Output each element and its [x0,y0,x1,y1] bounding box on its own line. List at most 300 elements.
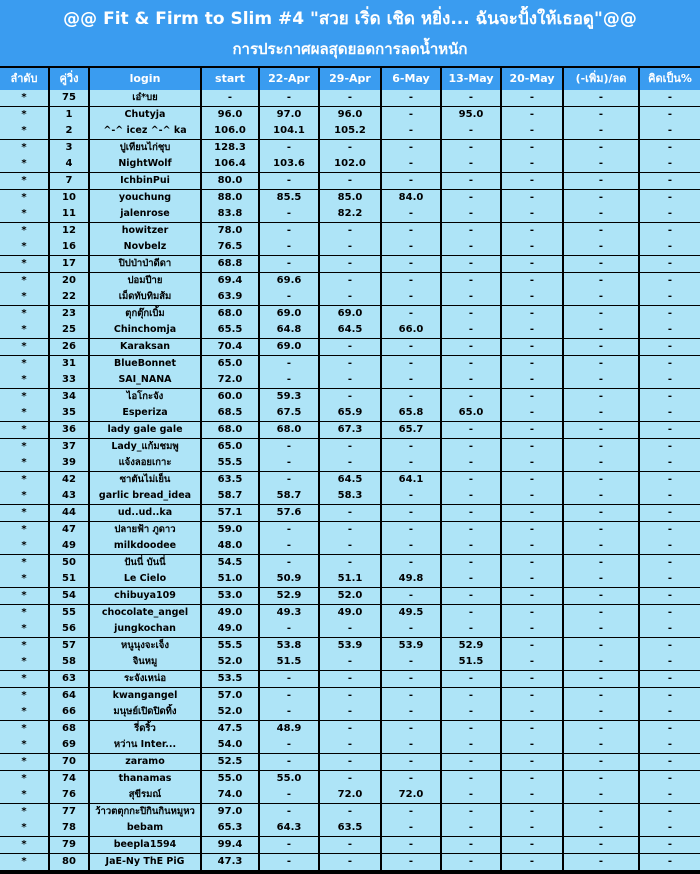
table-row [0,173,700,189]
login-cell: มนุษย์เปิดปิดทิ้ง [90,704,200,720]
week-20may-cell: - [502,571,562,587]
week-13may-cell: - [442,239,500,255]
table-row [0,787,700,803]
login-cell: Karaksan [90,339,200,355]
rank-cell: * [0,820,48,836]
week-22apr-cell: - [260,173,318,189]
start-weight-cell: 49.0 [202,605,258,621]
login-cell: แจ้งลอยเกาะ [90,455,200,471]
week-29apr-cell: 63.5 [320,820,380,836]
rank-cell: * [0,571,48,587]
week-20may-cell: - [502,654,562,670]
start-weight-cell: 55.5 [202,638,258,654]
login-cell: ซาตันไม่เย็น [90,472,200,488]
percent-cell: - [640,156,700,172]
start-weight-cell: 128.3 [202,140,258,156]
week-20may-cell: - [502,820,562,836]
pair-number-cell: 69 [50,737,88,753]
week-6may-cell: 65.8 [382,405,440,421]
header-percent: คิดเป็น% [640,68,700,90]
login-cell: Le Cielo [90,571,200,587]
pair-number-cell: 64 [50,688,88,704]
week-29apr-cell: - [320,256,380,272]
rank-cell: * [0,472,48,488]
week-29apr-cell: - [320,273,380,289]
change-cell: - [564,721,638,737]
week-13may-cell: - [442,322,500,338]
percent-cell: - [640,522,700,538]
title-banner [0,0,700,66]
week-29apr-cell: - [320,671,380,687]
change-cell: - [564,90,638,106]
week-22apr-cell: - [260,356,318,372]
week-6may-cell: - [382,439,440,455]
percent-cell: - [640,405,700,421]
week-22apr-cell: 67.5 [260,405,318,421]
week-6may-cell: 49.8 [382,571,440,587]
change-cell: - [564,688,638,704]
week-29apr-cell: - [320,837,380,853]
week-20may-cell: - [502,837,562,853]
week-22apr-cell: - [260,854,318,870]
week-13may-cell: - [442,671,500,687]
header-start: start [202,68,260,90]
start-weight-cell: 65.0 [202,439,258,455]
change-cell: - [564,522,638,538]
percent-cell: - [640,820,700,836]
table-row [0,455,700,471]
start-weight-cell: 80.0 [202,173,258,189]
start-weight-cell: 59.0 [202,522,258,538]
change-cell: - [564,854,638,870]
week-20may-cell: - [502,123,562,139]
week-29apr-cell: 58.3 [320,488,380,504]
login-cell: howitzer [90,223,200,239]
week-13may-cell: 52.9 [442,638,500,654]
table-row [0,654,700,670]
change-cell: - [564,273,638,289]
week-29apr-cell: - [320,505,380,521]
rank-cell: * [0,605,48,621]
login-cell: jalenrose [90,206,200,222]
week-22apr-cell: - [260,671,318,687]
week-6may-cell: - [382,488,440,504]
header-rank: ลำดับ [0,68,50,90]
table-row [0,804,700,820]
week-6may-cell: 72.0 [382,787,440,803]
login-cell: bebam [90,820,200,836]
percent-cell: - [640,140,700,156]
week-20may-cell: - [502,356,562,372]
rank-cell: * [0,422,48,438]
pair-number-cell: 47 [50,522,88,538]
rank-cell: * [0,339,48,355]
week-22apr-cell: - [260,140,318,156]
login-cell: ปลายฟ้า ภูดาว [90,522,200,538]
week-22apr-cell: - [260,439,318,455]
rank-cell: * [0,505,48,521]
table-row [0,405,700,421]
pair-number-cell: 70 [50,754,88,770]
start-weight-cell: 106.4 [202,156,258,172]
start-weight-cell: 52.0 [202,654,258,670]
week-13may-cell: - [442,289,500,305]
change-cell: - [564,123,638,139]
table-row [0,356,700,372]
week-22apr-cell: - [260,837,318,853]
week-20may-cell: - [502,173,562,189]
pair-number-cell: 50 [50,555,88,571]
week-6may-cell: - [382,754,440,770]
week-6may-cell: - [382,206,440,222]
start-weight-cell: 83.8 [202,206,258,222]
table-row [0,190,700,206]
percent-cell: - [640,306,700,322]
rank-cell: * [0,522,48,538]
percent-cell: - [640,787,700,803]
table-row [0,488,700,504]
login-cell: thanamas [90,771,200,787]
week-13may-cell: - [442,372,500,388]
week-6may-cell: - [382,505,440,521]
week-6may-cell: - [382,289,440,305]
rank-cell: * [0,273,48,289]
start-weight-cell: 68.5 [202,405,258,421]
change-cell: - [564,787,638,803]
login-cell: ว้าวตตุกกะปิกินกินหมูหว [90,804,200,820]
rank-cell: * [0,306,48,322]
table-row [0,223,700,239]
change-cell: - [564,322,638,338]
week-20may-cell: - [502,505,562,521]
change-cell: - [564,621,638,637]
week-20may-cell: - [502,787,562,803]
table-row [0,107,700,123]
pair-number-cell: 44 [50,505,88,521]
week-22apr-cell: - [260,522,318,538]
percent-cell: - [640,704,700,720]
change-cell: - [564,306,638,322]
pair-number-cell: 75 [50,90,88,106]
week-29apr-cell: 85.0 [320,190,380,206]
week-13may-cell: - [442,571,500,587]
week-6may-cell: 64.1 [382,472,440,488]
table-row [0,605,700,621]
week-22apr-cell: 57.6 [260,505,318,521]
start-weight-cell: 49.0 [202,621,258,637]
login-cell: IchbinPui [90,173,200,189]
week-29apr-cell: - [320,389,380,405]
pair-number-cell: 79 [50,837,88,853]
week-22apr-cell: 64.3 [260,820,318,836]
week-20may-cell: - [502,688,562,704]
week-6may-cell: - [382,538,440,554]
start-weight-cell: 63.9 [202,289,258,305]
header-6may: 6-May [382,68,442,90]
percent-cell: - [640,638,700,654]
table-row [0,273,700,289]
rank-cell: * [0,123,48,139]
table-row [0,721,700,737]
week-22apr-cell: 103.6 [260,156,318,172]
login-cell: ไอโกะจัง [90,389,200,405]
percent-cell: - [640,123,700,139]
rank-cell: * [0,107,48,123]
week-29apr-cell: - [320,621,380,637]
week-6may-cell: - [382,306,440,322]
week-29apr-cell: - [320,289,380,305]
pair-number-cell: 51 [50,571,88,587]
pair-number-cell: 7 [50,173,88,189]
pair-number-cell: 42 [50,472,88,488]
rank-cell: * [0,721,48,737]
week-6may-cell: - [382,737,440,753]
login-cell: ^-^ icez ^-^ ka [90,123,200,139]
rank-cell: * [0,256,48,272]
week-13may-cell: - [442,704,500,720]
table-row [0,837,700,853]
login-cell: Esperiza [90,405,200,421]
start-weight-cell: 58.7 [202,488,258,504]
change-cell: - [564,654,638,670]
week-13may-cell: - [442,787,500,803]
week-20may-cell: - [502,638,562,654]
change-cell: - [564,472,638,488]
percent-cell: - [640,339,700,355]
week-20may-cell: - [502,306,562,322]
header-13may: 13-May [442,68,502,90]
pair-number-cell: 57 [50,638,88,654]
login-cell: รี่ดริ้ว [90,721,200,737]
percent-cell: - [640,854,700,870]
week-29apr-cell: 72.0 [320,787,380,803]
table-row [0,306,700,322]
week-22apr-cell: 55.0 [260,771,318,787]
week-13may-cell: - [442,273,500,289]
percent-cell: - [640,439,700,455]
rank-cell: * [0,638,48,654]
week-6may-cell: - [382,522,440,538]
rank-cell: * [0,173,48,189]
percent-cell: - [640,588,700,604]
week-13may-cell: - [442,173,500,189]
rank-cell: * [0,439,48,455]
rank-cell: * [0,156,48,172]
start-weight-cell: 97.0 [202,804,258,820]
change-cell: - [564,505,638,521]
pair-number-cell: 35 [50,405,88,421]
percent-cell: - [640,372,700,388]
week-13may-cell: - [442,605,500,621]
week-6may-cell: 65.7 [382,422,440,438]
week-13may-cell: - [442,306,500,322]
week-20may-cell: - [502,455,562,471]
login-cell: SAI_NANA [90,372,200,388]
login-cell: หนูนุงจะเจ็ง [90,638,200,654]
week-13may-cell: - [442,439,500,455]
week-20may-cell: - [502,190,562,206]
week-6may-cell: - [382,389,440,405]
week-29apr-cell: 105.2 [320,123,380,139]
pair-number-cell: 20 [50,273,88,289]
login-cell: ปันนี่ บันนี่ [90,555,200,571]
login-cell: ปูเทียนไก่ชุบ [90,140,200,156]
week-20may-cell: - [502,704,562,720]
table-row [0,704,700,720]
week-29apr-cell: - [320,522,380,538]
rank-cell: * [0,90,48,106]
table-row [0,638,700,654]
week-29apr-cell: - [320,372,380,388]
week-29apr-cell: 96.0 [320,107,380,123]
table-row [0,422,700,438]
week-29apr-cell: - [320,704,380,720]
week-13may-cell: - [442,771,500,787]
week-6may-cell: - [382,688,440,704]
percent-cell: - [640,605,700,621]
change-cell: - [564,206,638,222]
week-29apr-cell: 65.9 [320,405,380,421]
header-29apr: 29-Apr [320,68,382,90]
rank-cell: * [0,356,48,372]
pair-number-cell: 66 [50,704,88,720]
pair-number-cell: 2 [50,123,88,139]
week-13may-cell: - [442,721,500,737]
week-6may-cell: - [382,90,440,106]
pair-number-cell: 43 [50,488,88,504]
percent-cell: - [640,107,700,123]
week-6may-cell: 84.0 [382,190,440,206]
week-6may-cell: - [382,256,440,272]
week-29apr-cell: - [320,173,380,189]
week-6may-cell: - [382,555,440,571]
week-13may-cell: - [442,455,500,471]
header-pair: คู่วิ่ง [50,68,90,90]
week-13may-cell: - [442,156,500,172]
percent-cell: - [640,322,700,338]
login-cell: chibuya109 [90,588,200,604]
page-subtitle: การประกาศผลสุดยอดการลดน้ำหนัก [232,40,468,58]
table-row [0,156,700,172]
pair-number-cell: 17 [50,256,88,272]
table-row [0,854,700,870]
start-weight-cell: 68.8 [202,256,258,272]
week-13may-cell: - [442,804,500,820]
pair-number-cell: 39 [50,455,88,471]
week-29apr-cell: - [320,339,380,355]
percent-cell: - [640,190,700,206]
pair-number-cell: 78 [50,820,88,836]
week-13may-cell: - [442,555,500,571]
rank-cell: * [0,488,48,504]
table-row [0,555,700,571]
week-13may-cell: - [442,737,500,753]
login-cell: หว่าน Inter... [90,737,200,753]
login-cell: ปิปป่าป่าดีดา [90,256,200,272]
week-22apr-cell: 50.9 [260,571,318,587]
pair-number-cell: 55 [50,605,88,621]
week-20may-cell: - [502,721,562,737]
pair-number-cell: 80 [50,854,88,870]
week-20may-cell: - [502,140,562,156]
week-13may-cell: 95.0 [442,107,500,123]
week-22apr-cell: 51.5 [260,654,318,670]
week-29apr-cell: - [320,239,380,255]
week-20may-cell: - [502,422,562,438]
week-29apr-cell: 82.2 [320,206,380,222]
week-13may-cell: - [442,488,500,504]
login-cell: beepla1594 [90,837,200,853]
start-weight-cell: 53.5 [202,671,258,687]
table-header [0,66,700,90]
table-row [0,538,700,554]
week-13may-cell: 65.0 [442,405,500,421]
pair-number-cell: 4 [50,156,88,172]
start-weight-cell: 76.5 [202,239,258,255]
week-22apr-cell: - [260,223,318,239]
percent-cell: - [640,555,700,571]
week-6may-cell: - [382,173,440,189]
pair-number-cell: 3 [50,140,88,156]
week-20may-cell: - [502,488,562,504]
rank-cell: * [0,621,48,637]
percent-cell: - [640,804,700,820]
week-20may-cell: - [502,605,562,621]
week-13may-cell: - [442,538,500,554]
start-weight-cell: 99.4 [202,837,258,853]
week-22apr-cell: - [260,737,318,753]
week-29apr-cell: - [320,771,380,787]
week-29apr-cell: 64.5 [320,322,380,338]
pair-number-cell: 76 [50,787,88,803]
start-weight-cell: 74.0 [202,787,258,803]
change-cell: - [564,555,638,571]
change-cell: - [564,804,638,820]
page-title: @@ Fit & Firm to Slim #4 "สวย เริ่ด เชิด หยิ่ง... ฉันจะปั้งให้เธอดู"@@ [63,9,637,29]
week-13may-cell: - [442,223,500,239]
week-13may-cell: - [442,522,500,538]
percent-cell: - [640,737,700,753]
rank-cell: * [0,322,48,338]
start-weight-cell: 48.0 [202,538,258,554]
week-13may-cell: - [442,190,500,206]
week-29apr-cell: 52.0 [320,588,380,604]
week-29apr-cell: - [320,90,380,106]
table-row [0,688,700,704]
start-weight-cell: 51.0 [202,571,258,587]
rank-cell: * [0,654,48,670]
week-6may-cell: - [382,239,440,255]
week-22apr-cell: 48.9 [260,721,318,737]
start-weight-cell: 68.0 [202,306,258,322]
login-cell: NightWolf [90,156,200,172]
start-weight-cell: 47.5 [202,721,258,737]
table-row [0,322,700,338]
rank-cell: * [0,771,48,787]
change-cell: - [564,704,638,720]
week-29apr-cell: 69.0 [320,306,380,322]
rank-cell: * [0,140,48,156]
table-row [0,820,700,836]
week-22apr-cell: 59.3 [260,389,318,405]
week-29apr-cell: 53.9 [320,638,380,654]
table-row [0,90,700,106]
week-20may-cell: - [502,737,562,753]
percent-cell: - [640,455,700,471]
login-cell: Lady_แก้มชมพู [90,439,200,455]
week-6may-cell: - [382,721,440,737]
week-6may-cell: - [382,140,440,156]
